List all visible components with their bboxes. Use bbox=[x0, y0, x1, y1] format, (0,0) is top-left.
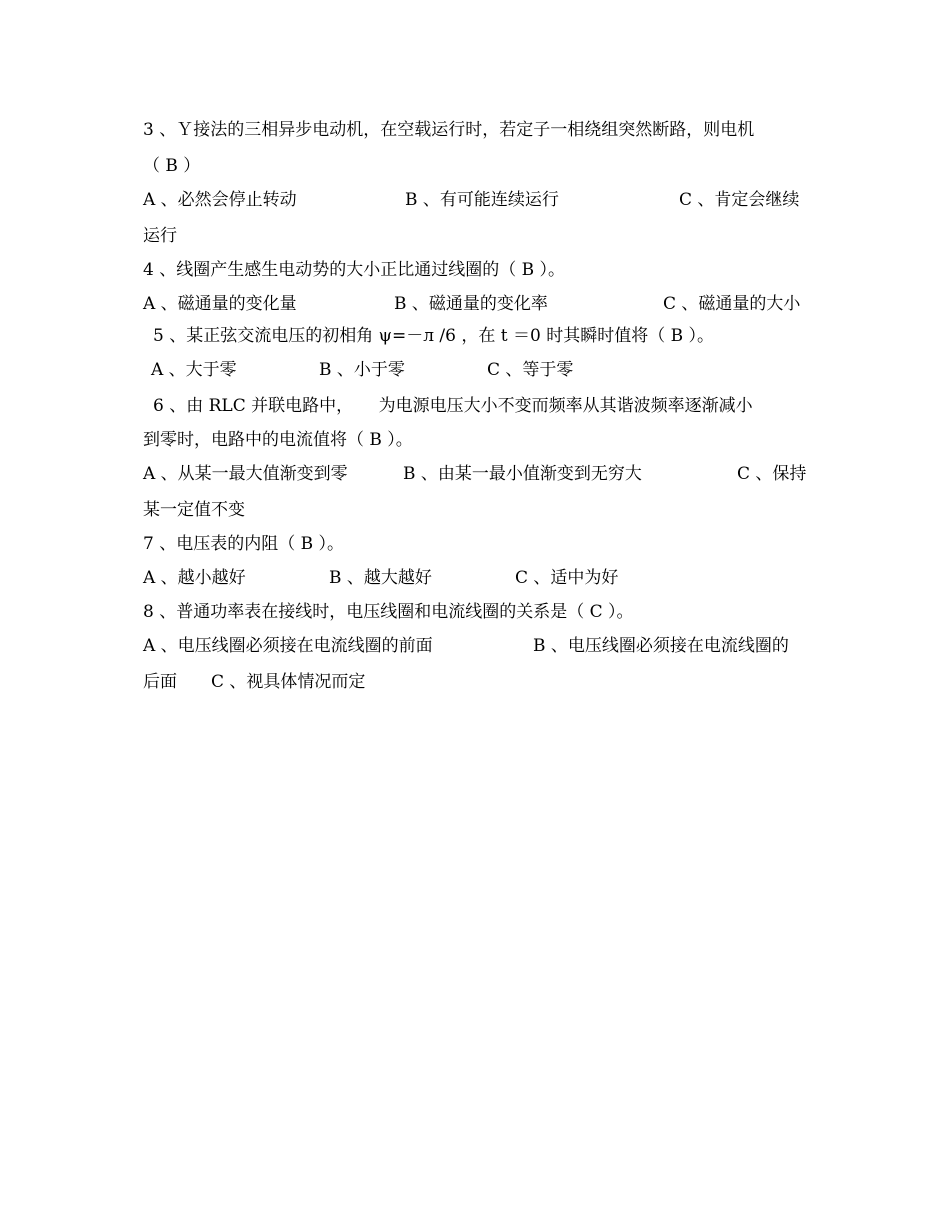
question-4-option-b: B 、磁通量的变化率 bbox=[394, 294, 548, 314]
question-6-option-c-continued: 某一定值不变 bbox=[143, 500, 245, 520]
question-6-stem-line-1: 6 、由 RLC 并联电路中， 为电源电压大小不变而频率从其谐波频率逐渐减小 bbox=[153, 396, 753, 416]
question-4-option-c: C 、磁通量的大小 bbox=[663, 294, 801, 314]
question-5-stem: 5 、某正弦交流电压的初相角 ψ=－л /6 ，在 t ＝0 时其瞬时值将（ B ）。 bbox=[153, 326, 715, 346]
question-3-option-a: A 、必然会停止转动 bbox=[143, 190, 297, 210]
question-6-option-c: C 、保持 bbox=[737, 464, 807, 484]
question-7-stem: 7 、电压表的内阻（ B ）。 bbox=[143, 534, 345, 554]
question-3-option-c: C 、肯定会继续 bbox=[679, 190, 800, 210]
question-6-stem-line-2: 到零时，电路中的电流值将（ B ）。 bbox=[143, 430, 413, 450]
question-4-option-a: A 、磁通量的变化量 bbox=[143, 294, 297, 314]
question-5-option-a: A 、大于零 bbox=[151, 360, 237, 380]
question-3-option-b: B 、有可能连续运行 bbox=[405, 190, 559, 210]
question-3-stem-line-2: （ B ） bbox=[143, 156, 201, 176]
question-8-option-b: B 、电压线圈必须接在电流线圈的 bbox=[533, 636, 789, 656]
question-8-option-a: A 、电压线圈必须接在电流线圈的前面 bbox=[143, 636, 433, 656]
question-7-option-c: C 、适中为好 bbox=[515, 568, 619, 588]
question-7-option-a: A 、越小越好 bbox=[143, 568, 246, 588]
question-6-option-b: B 、由某一最小值渐变到无穷大 bbox=[403, 464, 642, 484]
question-3-option-c-continued: 运行 bbox=[143, 226, 177, 246]
question-7-option-b: B 、越大越好 bbox=[329, 568, 432, 588]
question-3-stem-line-1: 3 、Ｙ接法的三相异步电动机，在空载运行时，若定子一相绕组突然断路，则电机 bbox=[143, 120, 755, 140]
question-6-option-a: A 、从某一最大值渐变到零 bbox=[143, 464, 348, 484]
question-4-stem: 4 、线圈产生感生电动势的大小正比通过线圈的（ B ）。 bbox=[143, 260, 566, 280]
question-8-options-line-2: 后面 C 、视具体情况而定 bbox=[143, 672, 366, 692]
question-5-option-b: B 、小于零 bbox=[319, 360, 405, 380]
question-8-stem: 8 、普通功率表在接线时，电压线圈和电流线圈的关系是（ C ）。 bbox=[143, 602, 634, 622]
question-5-option-c: C 、等于零 bbox=[487, 360, 574, 380]
